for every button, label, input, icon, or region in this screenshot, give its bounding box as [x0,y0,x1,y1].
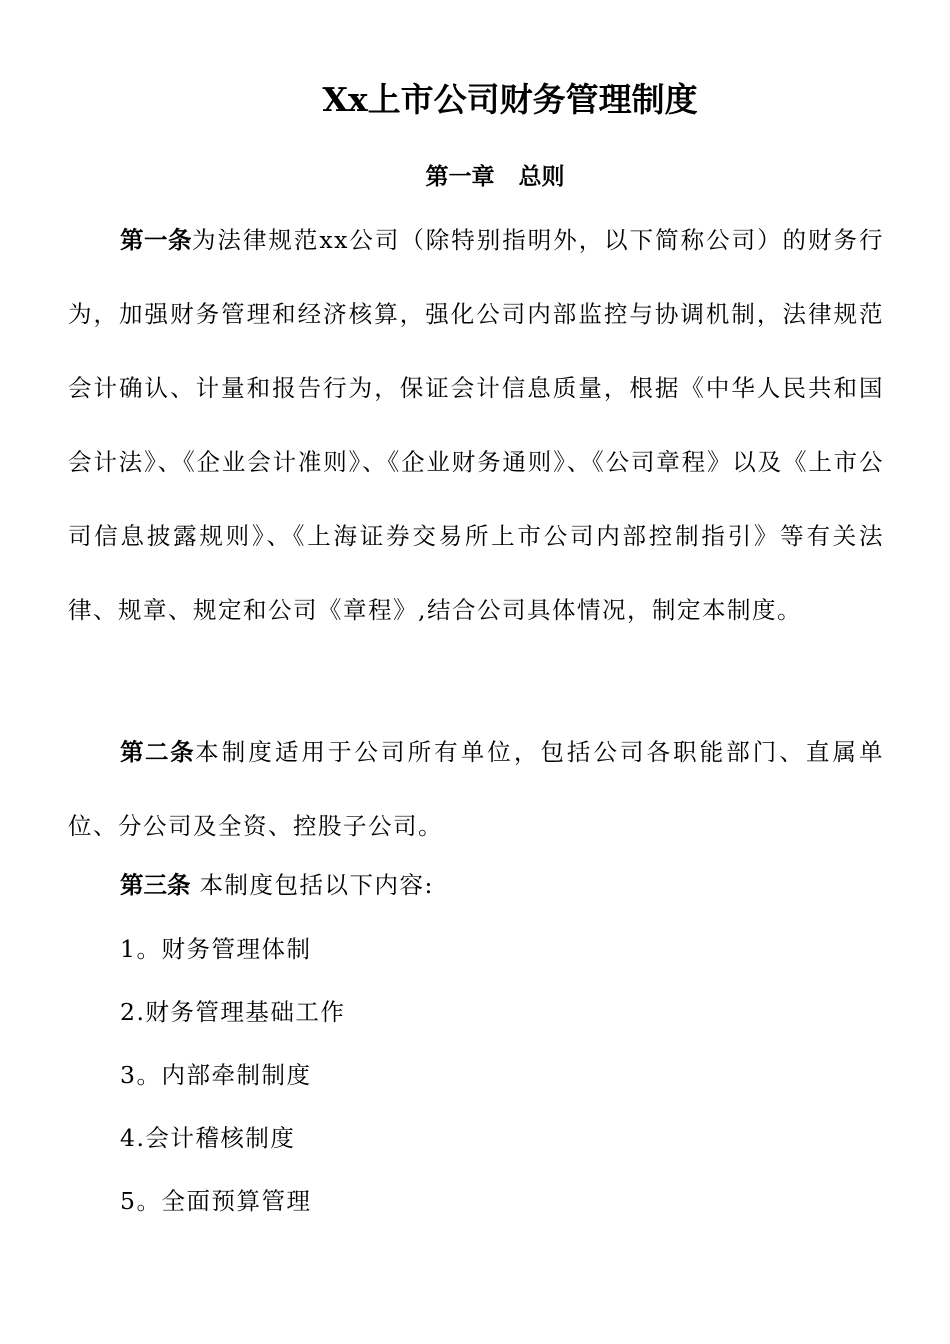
chapter-heading: 第一章 总则 [425,164,565,190]
list-item: 1。财务管理体制 [120,935,312,963]
article-3 [120,868,434,902]
list-item: 3。内部牵制制度 [120,1061,312,1089]
article-3-text: 本制度包括以下内容: [190,871,434,899]
article-3-label: 第三条 [120,871,191,899]
article-2 [68,715,884,863]
article-1-text: 为法律规范xx公司（除特别指明外，以下简称公司）的财务行为，加强财务管理和经济核算，强化公司内部监控与协调机制，法律规范会计确认、计量和报告行为，保证会计信息质量，根据《中华人民共和国会计法》、《企业会计准则》、《企业财务通则》、《公司章程》以及《上市公司信息披露规则》、《上海证券交易所上市公司内部控制指引》等有关法律、规章、规定和公司《章程》,结合公司具体情况，制定本制度。 [68,226,884,624]
article-1 [68,203,884,647]
document-title: Xx上市公司财务管理制度 [322,80,698,119]
article-2-text: 本制度适用于公司所有单位，包括公司各职能部门、直属单位、分公司及全资、控股子公司。 [68,738,885,840]
list-item: 5。全面预算管理 [120,1187,312,1215]
article-2-label: 第二条 [120,738,196,766]
article-1-label: 第一条 [120,226,192,254]
list-item: 4.会计稽核制度 [120,1124,296,1152]
list-item: 2.财务管理基础工作 [120,998,346,1026]
